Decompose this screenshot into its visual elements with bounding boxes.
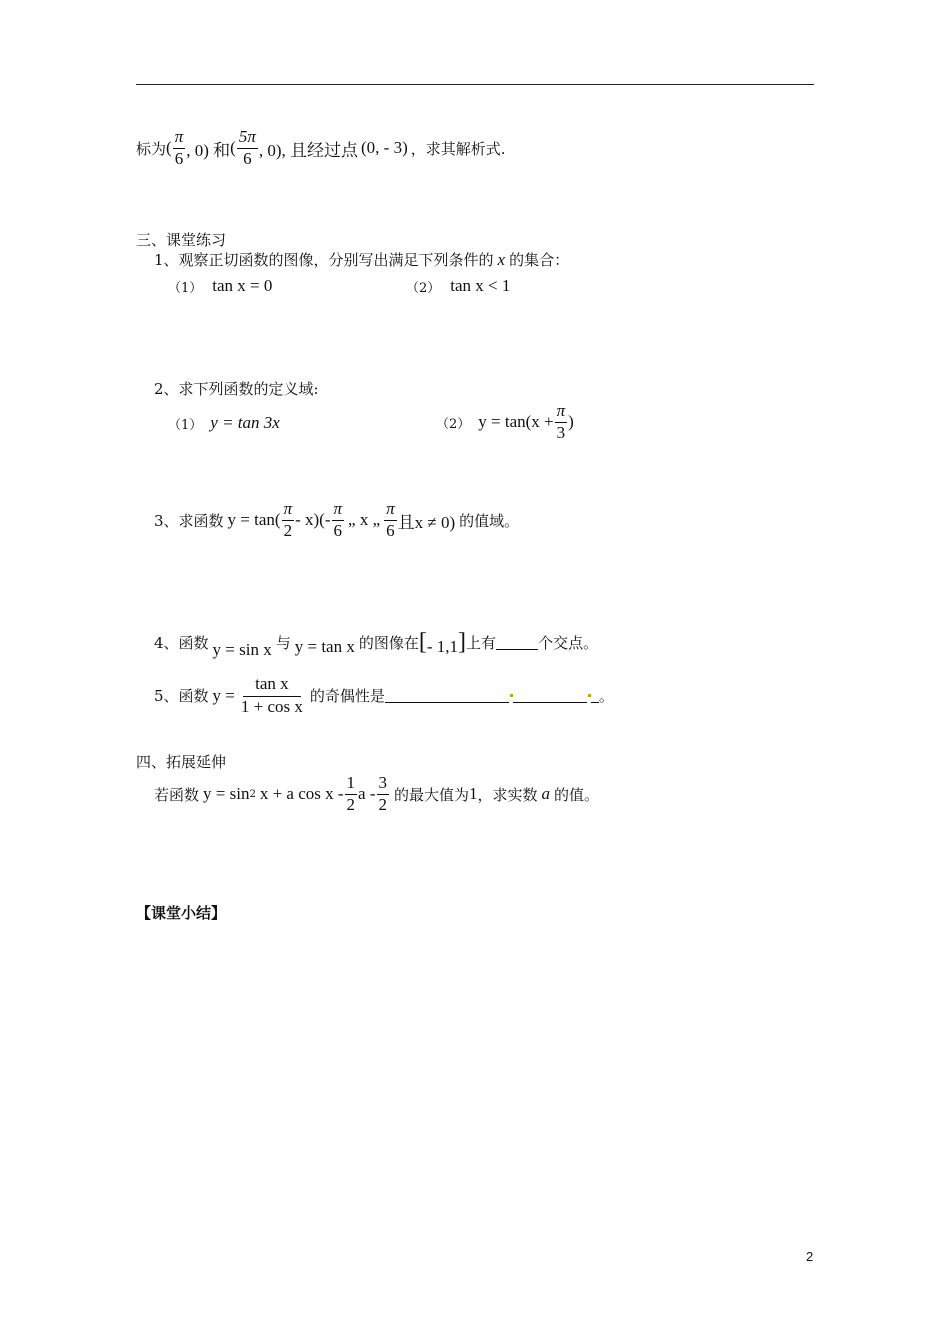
extension-e3: a - xyxy=(358,784,376,804)
question-2a-label: （1） xyxy=(168,417,203,433)
question-2a-expr: y = tan 3x xyxy=(210,413,280,432)
page-number: 2 xyxy=(806,1249,814,1264)
question-1-tail: 的集合： xyxy=(509,251,570,269)
question-1-var: x xyxy=(497,249,506,269)
intro-text-1: 标为 xyxy=(136,139,167,158)
question-1b-label: （2） xyxy=(406,280,441,296)
fraction-pi-2: $\frac{\pi}{2}$ xyxy=(283,499,293,540)
fraction-pi-6-b: $\frac{\pi}{6}$ xyxy=(386,499,395,540)
fraction-3-2: $\frac{3}{2}$ xyxy=(378,773,388,814)
extension-var: a xyxy=(541,784,551,804)
question-4: 4、函数 y = sin x 与 y = tan x 的图像在 [ - 1,1 ] 上有 个交点。 xyxy=(154,629,599,659)
section-4-title: 四、拓展延伸 xyxy=(136,753,227,771)
question-4-e2: y = tan x xyxy=(294,636,355,656)
question-2-part-a xyxy=(168,413,280,433)
extension-question xyxy=(154,774,599,814)
question-4-mid2: 的图像在 xyxy=(358,634,419,652)
fraction-pi-6: $\frac{\pi}{6}$ xyxy=(174,127,184,168)
fraction-pi-6-a: $\frac{\pi}{6}$ xyxy=(333,499,343,540)
question-5 xyxy=(154,675,614,716)
question-1a-label: （1） xyxy=(168,280,203,296)
extension-e1: y = sin xyxy=(203,784,250,804)
extension-tail1: 的最大值为 xyxy=(394,785,470,804)
question-5-answer-blank[interactable] xyxy=(385,688,509,703)
question-5-tail: 的奇偶性是 xyxy=(309,687,385,706)
question-1a-expr: tan x = 0 xyxy=(212,276,273,295)
question-5-text: 5、函数 xyxy=(154,687,209,706)
question-3-e1: y = tan( xyxy=(227,510,281,530)
question-3-tail: 的值域。 xyxy=(459,511,520,530)
question-3-e4: 且x ≠ 0) xyxy=(397,512,456,532)
question-2b-pre: y = tan(x + xyxy=(478,412,554,432)
extension-tail3: 的值。 xyxy=(554,785,600,804)
question-5-e1: y = xyxy=(212,685,235,705)
intro-line: 标为 ( $\frac{\pi}{6}$ , 0) 和 ( $\frac{5\pi}{6}$ , 0), 且经过点 (0, - 3) ，求其解析式. xyxy=(136,127,506,168)
extension-e2: x + a cos x - xyxy=(259,784,344,804)
intro-point: (0, - 3) xyxy=(361,138,408,158)
question-3-e3: „ x „ xyxy=(348,510,381,530)
question-4-e1: y = sin x xyxy=(212,639,272,659)
question-4-tail1: 上有 xyxy=(466,634,497,652)
question-1 xyxy=(154,249,569,270)
question-4-answer-blank[interactable] xyxy=(496,635,538,650)
question-4-mid: 与 xyxy=(275,634,291,652)
header-rule xyxy=(136,84,814,85)
question-2b-post: ) xyxy=(568,412,574,432)
intro-text-4: ，求其解析式. xyxy=(410,139,506,158)
fraction-5pi-6: $\frac{5\pi}{6}$ xyxy=(238,127,256,168)
question-2-text: 2、求下列函数的定义域: xyxy=(154,380,319,398)
question-4-tail2: 个交点。 xyxy=(538,634,599,652)
summary-title: 【课堂小结】 xyxy=(136,904,227,922)
question-5-end: 。 xyxy=(598,687,614,706)
fraction-tan-over-cos: $\frac{\text{tan x}}{\text{1 + cos x}}$ xyxy=(240,674,303,716)
question-2b-label: （2） xyxy=(436,416,471,432)
question-1b-expr: tan x < 1 xyxy=(450,276,511,295)
extension-pre: 若函数 xyxy=(154,785,200,804)
question-1-text: 1、观察正切函数的图像，分别写出满足下列条件的 xyxy=(154,251,494,269)
extension-sup: 2 xyxy=(249,788,256,800)
question-2-part-b xyxy=(436,402,574,442)
extension-val: 1 xyxy=(469,784,478,804)
intro-text-3: , 0), 且经过点 xyxy=(258,140,359,160)
question-3-text: 3、求函数 xyxy=(154,511,224,530)
extension-tail2: ，求实数 xyxy=(477,785,538,804)
fraction-pi-3: $\frac{\pi}{3}$ xyxy=(556,401,566,442)
question-3 xyxy=(154,500,519,540)
question-1-part-a xyxy=(168,276,272,296)
section-3-title: 三、课堂练习 xyxy=(136,231,227,249)
intro-text-2: , 0) 和 xyxy=(186,140,231,160)
question-4-text: 4、函数 xyxy=(154,634,209,652)
fraction-1-2: $\frac{1}{2}$ xyxy=(346,773,356,814)
question-3-e2: - x)(- xyxy=(295,510,331,530)
question-4-interval: - 1,1 xyxy=(426,636,459,656)
question-1-part-b xyxy=(406,276,510,296)
